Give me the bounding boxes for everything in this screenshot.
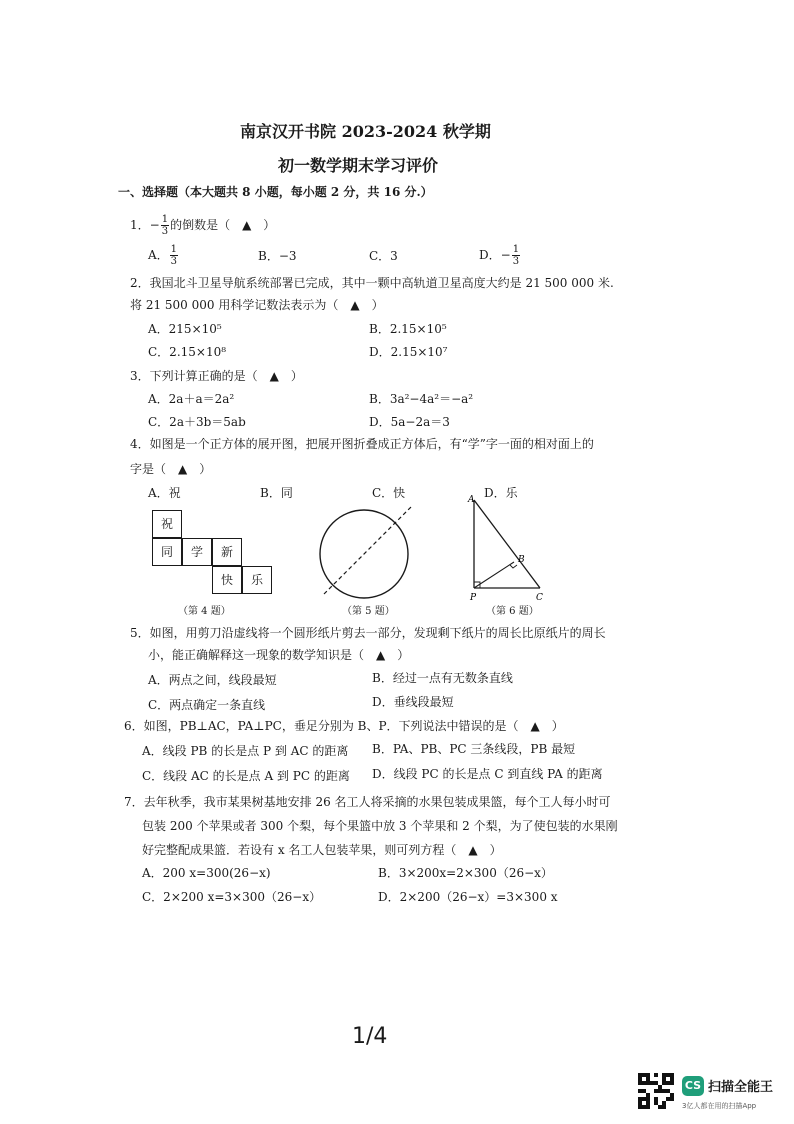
q1-option-b: B．−3: [258, 249, 297, 263]
net-cell-2: 同: [152, 538, 182, 566]
label-a: A: [468, 495, 475, 505]
q3-option-b: B．3a²−4a²＝−a²: [369, 392, 474, 406]
question-5-line2: 小，能正确解释这一现象的数学知识是（ ▲ ）: [148, 648, 410, 662]
q7-option-b: B．3×200x=2×300（26−x）: [378, 866, 553, 880]
net-cell-6: 乐: [242, 566, 272, 594]
net-cell-3: 学: [182, 538, 212, 566]
q1-option-a: A． $\frac{1}{3}$: [148, 244, 178, 267]
question-2-line2: 将 21 500 000 用科学记数法表示为（ ▲ ）: [130, 298, 384, 312]
question-7-line3: 好完整配成果篮．若设有 x 名工人包装苹果，则可列方程（ ▲ ）: [142, 843, 502, 857]
q2-option-c: C．2.15×10⁸: [148, 345, 227, 359]
fraction: $\frac{1}{3}$: [161, 214, 169, 237]
q5-option-b: B．经过一点有无数条直线: [372, 671, 513, 685]
question-3-stem: 3．下列计算正确的是（ ▲ ）: [130, 369, 303, 383]
question-5-line1: 5．如图，用剪刀沿虚线将一个圆形纸片剪去一部分，发现剩下纸片的周长比原纸片的周长: [130, 626, 606, 640]
q7-option-a: A．200 x=300(26−x): [142, 866, 271, 880]
q4-option-a: A．祝: [148, 486, 181, 500]
camscanner-logo-icon: CS: [682, 1076, 704, 1096]
exam-subtitle: 初一数学期末学习评价: [278, 156, 439, 175]
q4-option-c: C．快: [372, 486, 406, 500]
q7-option-d: D．2×200（26−x）=3×300 x: [378, 890, 558, 904]
minus-sign: −: [149, 218, 160, 232]
label-c: C: [536, 593, 543, 603]
figure-6-caption: （第 6 题）: [486, 606, 539, 617]
exam-title: 南京汉开书院 2023-2024 秋学期: [240, 122, 491, 141]
label-p: P: [470, 593, 477, 603]
question-text: 的倒数是（ ▲ ）: [170, 218, 276, 232]
q2-option-a: A．215×10⁵: [148, 322, 222, 336]
figure-4-caption: （第 4 题）: [178, 606, 231, 617]
q7-option-c: C．2×200 x=3×300（26−x）: [142, 890, 322, 904]
q6-option-a: A．线段 PB 的长是点 P 到 AC 的距离: [142, 744, 349, 758]
q1-option-c: C．3: [369, 249, 398, 263]
camscanner-brand-name: 扫描全能王: [708, 1080, 774, 1095]
camscanner-tagline: 3亿人都在用的扫描App: [682, 1102, 757, 1110]
q3-option-d: D．5a−2a＝3: [369, 415, 450, 429]
q5-option-a: A．两点之间，线段最短: [148, 673, 277, 687]
net-cell-1: 祝: [152, 510, 182, 538]
q6-option-b: B．PA、PB、PC 三条线段，PB 最短: [372, 742, 576, 756]
label-b: B: [518, 555, 525, 565]
question-7-line2: 包装 200 个苹果或者 300 个梨，每个果篮中放 3 个苹果和 2 个梨，为了使包装的水果刚: [142, 819, 618, 833]
figure-5-caption: （第 5 题）: [342, 606, 395, 617]
question-2-line1: 2．我国北斗卫星导航系统部署已完成，其中一颗中高轨道卫星高度大约是 21 500 000 米.: [130, 276, 614, 290]
circle-cut-figure: [310, 498, 420, 604]
q1-option-d: D．− $\frac{1}{3}$: [479, 244, 520, 267]
qr-code-icon: [638, 1073, 674, 1109]
net-cell-5: 快: [212, 566, 242, 594]
q5-option-c: C．两点确定一条直线: [148, 698, 266, 712]
q4-option-d: D．乐: [484, 486, 518, 500]
page-number: 1/4: [352, 1024, 388, 1049]
segment-ac: [474, 500, 540, 588]
q6-option-d: D．线段 PC 的长是点 C 到直线 PA 的距离: [372, 767, 603, 781]
q3-option-a: A．2a＋a＝2a²: [148, 392, 235, 406]
net-cell-4: 新: [212, 538, 242, 566]
q5-option-d: D．垂线段最短: [372, 695, 454, 709]
question-4-line2: 字是（ ▲ ）: [130, 462, 212, 476]
q6-option-c: C．线段 AC 的长是点 A 到 PC 的距离: [142, 769, 350, 783]
section-heading: 一、选择题（本大题共 8 小题，每小题 2 分，共 16 分.）: [118, 185, 433, 199]
triangle-figure: [460, 492, 560, 604]
question-4-line1: 4．如图是一个正方体的展开图，把展开图折叠成正方体后，有“学”字一面的相对面上的: [130, 437, 594, 451]
q4-option-b: B．同: [260, 486, 293, 500]
q2-option-d: D．2.15×10⁷: [369, 345, 448, 359]
question-7-line1: 7．去年秋季，我市某果树基地安排 26 名工人将采摘的水果包装成果篮，每个工人每小时可: [124, 795, 611, 809]
q2-option-b: B．2.15×10⁵: [369, 322, 447, 336]
q3-option-c: C．2a＋3b＝5ab: [148, 415, 246, 429]
question-number: 1．: [130, 218, 150, 232]
question-6-stem: 6．如图，PB⊥AC，PA⊥PC，垂足分别为 B、P．下列说法中错误的是（ ▲ ）: [124, 719, 564, 733]
question-1-stem: [130, 214, 275, 237]
right-angle-b: [510, 565, 517, 568]
